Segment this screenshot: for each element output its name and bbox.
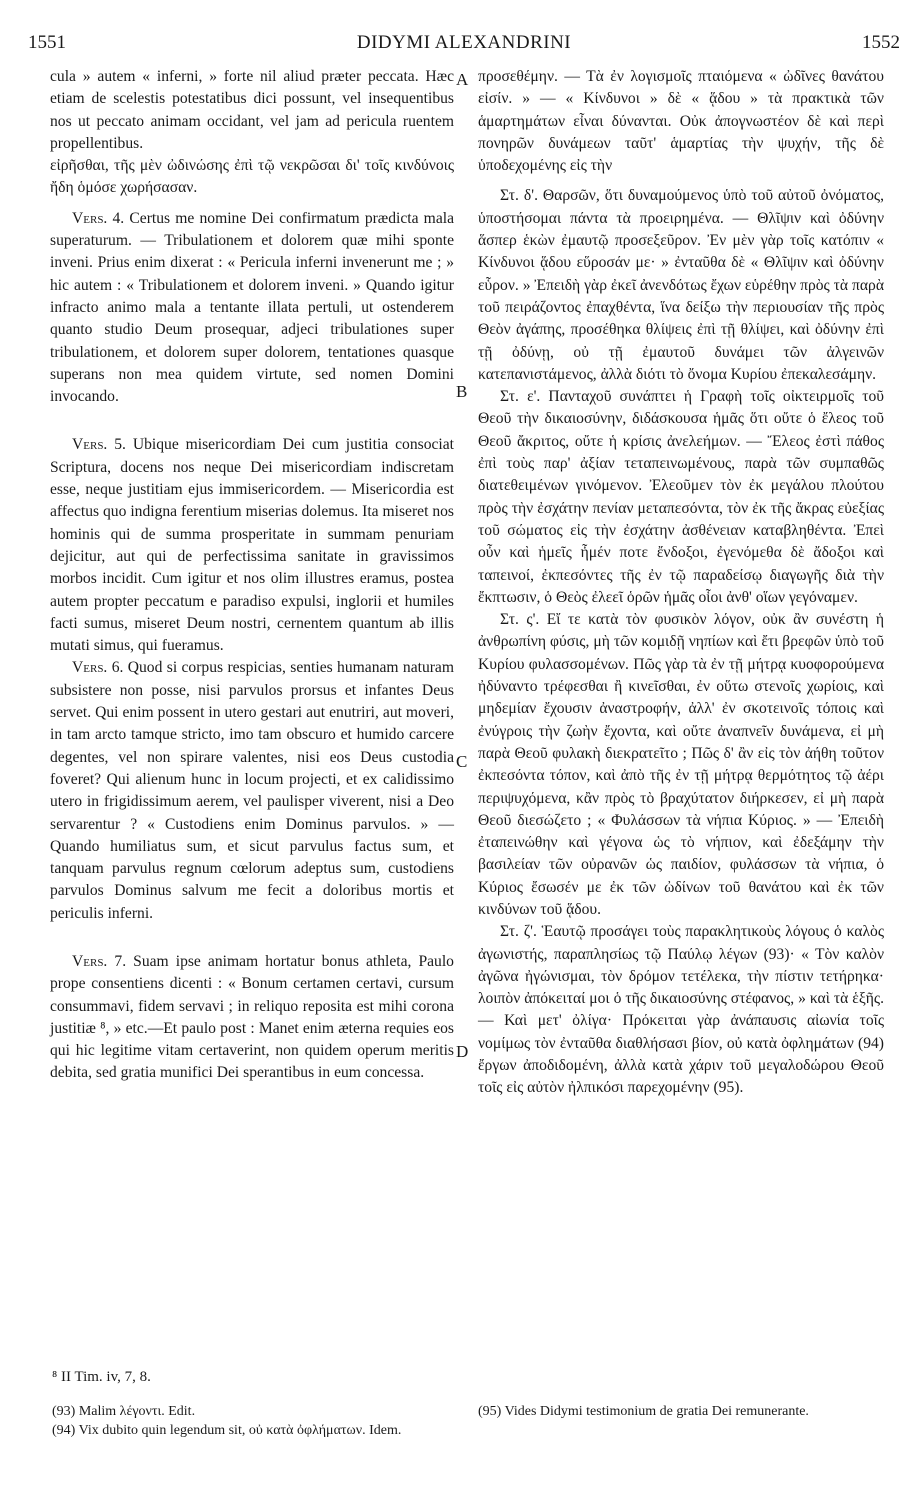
- verse-text: Ubique misericordiam Dei cum justitia consociat Scriptura, docens nos neque Dei misericordiam indiscretam esse, neque justitiam ejus immisericordem. — Misericordia est affectus quo indigna ferentium miserias dolemus. Ita miseret nos hominis qui de summa prosperitate in summam penuriam dejicitur, aut qui de perfectissima sanitate in gravissimos morbos incidit. Cum igitur et nos olim illustres eramus, postea autem propter peccatum e paradiso expulsi, inglorii et humiles facti sumus, miseret Deum nostri, cernentem quantum ab illis mutati simus, qui fueramus.: [50, 436, 454, 655]
- footnote-scripture: ⁸ II Tim. iv, 7, 8.: [52, 1369, 151, 1385]
- margin-marker-b: B: [456, 382, 468, 401]
- verse-text: Quod si corpus respicias, senties humanam naturam subsistere non posse, nisi parvulos prorsus et infantes Deus servet. Qui enim possent in utero gestari aut enutriri, aut moveri, in tam arcto tamque stricto, imo tam obscuro et humido carcere degentes, vel non spirare valentes, nisi eos Deus custodia foveret? Qui alienum hunc in locum projecti, et ex calidissimo utero in frigidissimum aerem, vel paulisper viverent, nisi a Deo servarentur ? « Custodiens enim Dominus parvulos. » — Quando humiliatus sum, et sicut parvulus factus sum, et tanquam parvulus regnum cœlorum adeptus sum, custodiens parvulos Dominus salvum me fecit a doloribus mortis et periculis inferni.: [50, 659, 454, 922]
- latin-verse-7: [50, 951, 454, 1085]
- verse-text: Certus me nomine Dei confirmatum prædicta mala superaturum. — Tribulationem et dolorem quæ mihi sponte inveni. Prius enim dixerat : « Pericula inferni invenerunt me ; » hic autem : « Tribulationem et dolorem inveni. » Quando igitur infracto animo mala a tentante illata pertuli, ut ostenderem quanto studio Deum prosequar, adjeci tribulationes super tribulationem, et dolorem super dolorem, tentationes quasque superans non mea quidem virtute, sed nomen Domini invocando.: [50, 209, 454, 406]
- greek-opening: προσεθέμην. — Τὰ ἐν λογισμοῖς πταιόμενα « ὠδῖνες θανάτου εἰσίν. » — « Κίνδυνοι » δὲ « ᾅδου » τὰ πρακτικὰ τῶν ἁμαρτημάτων εἶναι δύνανται. Οὐκ ἀπογνωστέον δὲ καὶ περὶ πονηρῶν δυνάμεων ταῦτ' ἁμαρτίας τὴν ψυχήν, τῆς δὲ ὑποδεχομένης εἰς τὴν: [478, 68, 884, 175]
- verse-label: Vers. 7.: [72, 952, 127, 970]
- footnote-95: (95) Vides Didymi testimonium de gratia Dei remunerante.: [478, 1404, 809, 1419]
- margin-marker-a: A: [456, 70, 469, 89]
- verse-text: Suam ipse animam hortatur bonus athleta, Paulo prope consentiens dicenti : « Bonum certamen certavi, cursum consummavi, fidem servavi ; in reliquo reposita est mihi corona justitiæ ⁸, » etc.—Et paulo post : Manet enim æterna requies eos qui hic legitime vitam certaverint, non quidem operum meritis debita, sed gratia munifici Dei sperantibus in eum concessa.: [50, 952, 454, 1082]
- page-header: [28, 32, 900, 62]
- page-number-right: 1552: [862, 32, 900, 53]
- footnote-94: (94) Vix dubito quin legendum sit, οὐ κατὰ ὀφλήματων. Idem.: [52, 1423, 402, 1438]
- verse-label: Vers. 5.: [72, 436, 126, 454]
- verse-label: Vers. 4.: [72, 209, 125, 227]
- greek-verse-7: Στ. ζ'. Ἑαυτῷ προσάγει τοὺς παρακλητικοὺς λόγους ὁ καλὸς ἀγωνιστής, παραπλησίως τῷ Παύλῳ λέγων (93)· « Τὸν καλὸν ἀγῶνα ἠγώνισμαι, τὸν δρόμον τετέλεκα, τὴν πίστιν τετήρηκα· λοιπὸν ἀπόκειταί μοι ὁ τῆς δικαιοσύνης στέφανος, » καὶ τὰ ἑξῆς. — Καὶ μετ' ὀλίγα· Πρόκειται γὰρ ἀνάπαυσις αἰωνία τοῖς νομίμως τὸν ἐνταῦθα διαθλήσασι βίον, οὐ κατὰ ὀφλημάτων (94) ἔργων ἀποδιδομένη, ἀλλὰ κατὰ χάριν τοῦ μεγαλοδώρου Θεοῦ τοῖς εἰς αὐτὸν ἠλπικόσι παρεχομένην (95).: [478, 923, 884, 1097]
- greek-verse-5: Στ. ε'. Πανταχοῦ συνάπτει ἡ Γραφὴ τοῖς οἰκτειρμοῖς τοῦ Θεοῦ τὴν δικαιοσύνην, διδάσκουσα ἡμᾶς ὅτι οὔτε ὁ ἔλεος τοῦ Θεοῦ ἄκριτος, οὔτε ἡ κρίσις ἀνελεήμων. — Ἔλεος ἐστὶ πάθος ἐπὶ τοὺς παρ' ἀξίαν τεταπεινωμένους, παρὰ τῶν συμπαθῶς διατεθειμένων γινόμενον. Ἐλεοῦμεν τὸν ἐκ μεγάλου πλούτου πρὸς τὴν ἐσχάτην πενίαν μεταπεσόντα, τὸν ἐκ τῆς ἄκρας εὐεξίας τοῦ σώματος εἰς τὴν ἐσχάτην ἀσθένειαν καταβληθέντα. Ἐπεὶ οὖν καὶ ἡμεῖς ἦμέν ποτε ἔνδοξοι, ἐγενόμεθα δὲ ἄδοξοι καὶ ταπεινοί, ἐκπεσόντες τῆς ἐν τῷ παραδείσῳ διαγωγῆς διὰ τὴν ἔκπτωσιν, ὁ Θεὸς ἐλεεῖ ὁρῶν ἡμᾶς οἷοι ἀνθ' οἵων γεγόναμεν.: [478, 388, 884, 606]
- verse-label: Vers. 6.: [72, 659, 124, 677]
- running-title: DIDYMI ALEXANDRINI: [356, 32, 572, 53]
- latin-opening: cula » autem « inferni, » forte nil aliud præter peccata. Hæc etiam de scelestis potestatibus dici possunt, vel insequentibus nos ut peccato animam occidant, vel jam ad pericula ruentem propellentibus.: [50, 68, 454, 152]
- latin-column: [50, 66, 454, 1085]
- margin-marker-d: D: [456, 1042, 469, 1061]
- greek-carryover: εἰρῆσθαι, τῆς μὲν ὠδινώσης ἐπὶ τῷ νεκρῶσαι δι' τοῖς κινδύνοις ἤδη ὁμόσε χωρήσασαν.: [50, 157, 454, 197]
- greek-verse-4: Στ. δ'. Θαρσῶν, ὅτι δυναμούμενος ὑπὸ τοῦ αὐτοῦ ὀνόματος, ὑποστήσομαι πάντα τὰ προειρημένα. — Θλῖψιν καὶ ὀδύνην ἅσπερ ἑκὼν ἐμαυτῷ προσεξεῦρον. Ἐν μὲν γὰρ τοῖς κατόπιν « Κίνδυνοι ᾅδου εὕροσάν με· » ἐνταῦθα δὲ « Θλῖψιν καὶ ὀδύνην εὗρον. » Ἐπειδὴ γὰρ ἐκεῖ ἀνενδότως ἔχων εὑρέθην πρὸς τὰ παρὰ τοῦ πειράζοντος ἐπαχθέντα, ἵνα δείξω τὴν περιουσίαν τῆς πρὸς Θεὸν ἀγάπης, προσέθηκα θλίψεις ἐπὶ τῇ θλίψει, καὶ ὀδύνην ἐπὶ τῇ ὀδύνῃ, οὐ τῇ ἐμαυτοῦ δυνάμει τῶν ἀλγεινῶν κατεπανιστάμενος, ἀλλὰ διότι τὸ ὄνομα Κυρίου ἐπεκαλεσάμην.: [478, 187, 884, 383]
- latin-verse-5: [50, 434, 454, 657]
- latin-verse-4: [50, 208, 454, 409]
- greek-verse-6: Στ. ς'. Εἴ τε κατὰ τὸν φυσικὸν λόγον, οὐκ ἂν συνέστη ἡ ἀνθρωπίνη φύσις, μὴ τῶν κομιδῇ νηπίων καὶ ἔτι βρεφῶν ὑπὸ τοῦ Κυρίου φυλασσομένων. Πῶς γὰρ τὰ ἐν τῇ μήτρᾳ κυοφορούμενα ἠδύναντο τρέφεσθαι ἢ κινεῖσθαι, ἐν οὕτω στενοῖς χωρίοις, καὶ μηδεμίαν ἔχουσιν ἀναστροφήν, ἀλλ' ἐν σκοτεινοῖς τόποις καὶ ἐνύγροις τὴν ζωὴν ἔχοντα, καὶ οὔτε ἀναπνεῖν δυνάμενα, εἰ μὴ παρὰ Θεοῦ φυλακὴ διεκρατεῖτο ; Πῶς δ' ἂν εἰς τὸν ἀήθη τοῦτον ἐκπεσόντα τόπον, καὶ ἀπὸ τῆς ἐν τῇ μήτρᾳ θερμότητος τῷ ἀέρι περιψυχόμενα, κἂν πρὸς τὸ βραχύτατον διήρκεσεν, εἰ μὴ παρὰ Θεοῦ διεσώζετο ; « Φυλάσσων τὰ νήπια Κύριος. » — Ἐπειδὴ ἐταπεινώθην καὶ γέγονα ὡς τὸ νήπιον, καὶ ἐδεξάμην τὴν βασιλείαν τῶν οὐρανῶν ὡς παιδίον, φυλάσσων τὰ νήπια, ὁ Κύριος ἔσωσέν με ἐκ τῶν ὠδίνων τοῦ θανάτου καὶ ἐκ τῶν κινδύνων τοῦ ᾅδου.: [478, 611, 884, 918]
- greek-column: [478, 66, 884, 1100]
- footnotes-left: [52, 1402, 456, 1440]
- page-number-left: 1551: [28, 32, 66, 53]
- margin-marker-c: C: [456, 752, 468, 771]
- footnote-93: (93) Malim λέγοντι. Edit.: [52, 1404, 196, 1419]
- latin-verse-6: [50, 657, 454, 925]
